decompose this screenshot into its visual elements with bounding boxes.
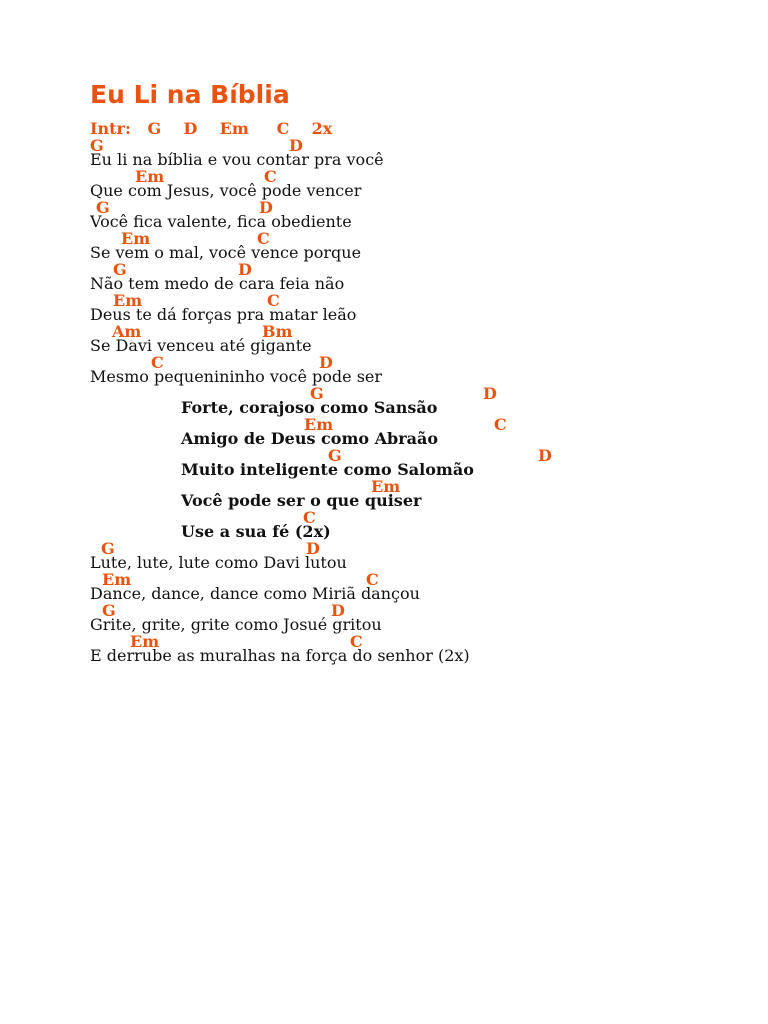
- chord: C: [264, 167, 277, 186]
- chord: G: [113, 260, 127, 279]
- chord: Bm: [262, 322, 293, 341]
- chorus-line: Use a sua fé (2x): [181, 522, 331, 541]
- song-title: Eu Li na Bíblia: [90, 80, 290, 109]
- lyric-line: Lute, lute, lute como Davi lutou: [90, 553, 347, 572]
- chord: G: [328, 446, 342, 465]
- chorus-line: Você pode ser o que quiser: [181, 491, 422, 510]
- chord: G: [310, 384, 324, 403]
- chord: D: [238, 260, 252, 279]
- chord: Am: [112, 322, 142, 341]
- lyric-line: Eu li na bíblia e vou contar pra você: [90, 150, 384, 169]
- chord: D: [306, 539, 320, 558]
- chorus-line: Amigo de Deus como Abraão: [181, 429, 439, 448]
- chord: D: [289, 136, 303, 155]
- chord: D: [483, 384, 497, 403]
- chord: Em: [304, 415, 334, 434]
- lyric-line: Você fica valente, fica obediente: [90, 212, 352, 231]
- chord: C: [267, 291, 280, 310]
- chord: G: [96, 198, 110, 217]
- lyric-line: Grite, grite, grite como Josué gritou: [90, 615, 382, 634]
- chord: C: [303, 508, 316, 527]
- lyric-line: Que com Jesus, você pode vencer: [90, 181, 362, 200]
- lyric-line: Se Davi venceu até gigante: [90, 336, 312, 355]
- chord: Em: [102, 570, 132, 589]
- chord: Em: [121, 229, 151, 248]
- chord: C: [494, 415, 507, 434]
- chord: C: [350, 632, 363, 651]
- chord: D: [319, 353, 333, 372]
- chord: Em: [130, 632, 160, 651]
- lyric-line: Mesmo pequenininho você pode ser: [90, 367, 383, 386]
- lyric-line: Não tem medo de cara feia não: [90, 274, 345, 293]
- intro-chords: Intr: G D Em C 2x: [90, 119, 333, 138]
- lyric-line: E derrube as muralhas na força do senhor (2x): [90, 646, 470, 665]
- lyric-line: Dance, dance, dance como Miriã dançou: [90, 584, 420, 603]
- chord: C: [366, 570, 379, 589]
- chord: G: [102, 601, 116, 620]
- chord: Em: [371, 477, 401, 496]
- chorus-line: Muito inteligente como Salomão: [181, 460, 474, 479]
- chord: D: [538, 446, 552, 465]
- chord: G: [90, 136, 104, 155]
- lyric-line: Se vem o mal, você vence porque: [90, 243, 362, 262]
- chord: Em: [135, 167, 165, 186]
- chord: C: [151, 353, 164, 372]
- chord: G: [101, 539, 115, 558]
- chord: D: [259, 198, 273, 217]
- lyric-line: Deus te dá forças pra matar leão: [90, 305, 357, 324]
- chord: D: [331, 601, 345, 620]
- chorus-line: Forte, corajoso como Sansão: [181, 398, 438, 417]
- chord: C: [257, 229, 270, 248]
- chord: Em: [113, 291, 143, 310]
